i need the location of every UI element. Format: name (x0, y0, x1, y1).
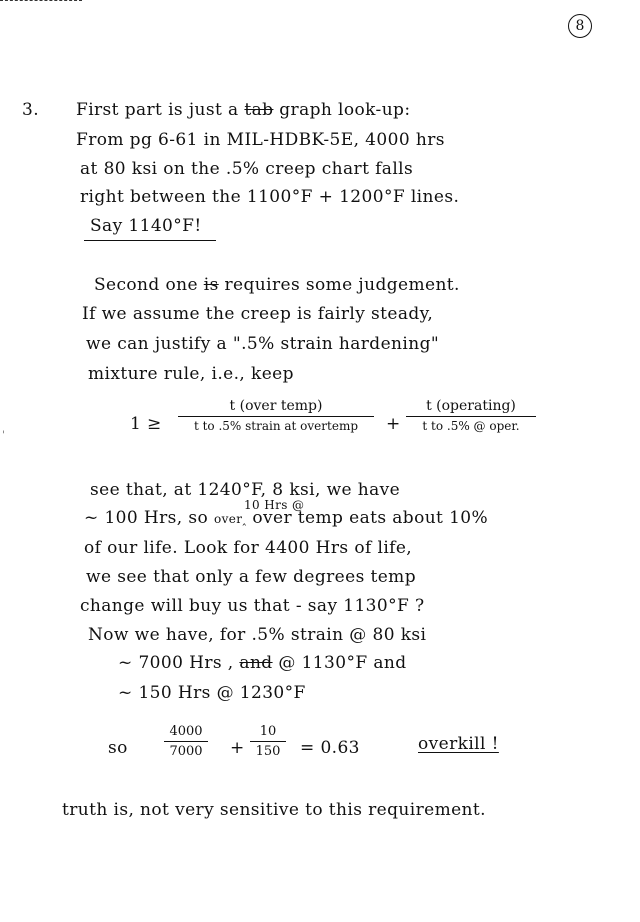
para3-line2-text-c: over temp eats about 10% (252, 508, 489, 528)
inequality-lhs: 1 ≥ (130, 414, 162, 434)
para1-line2: From pg 6-61 in MIL-HDBK-5E, 4000 hrs (76, 130, 445, 150)
para3-line6: Now we have, for .5% strain @ 80 ksi (88, 625, 427, 645)
calc-fraction-2 (250, 724, 286, 759)
inequality-fraction-operating (406, 398, 536, 433)
inequality-frac1-denominator: t to .5% strain at overtemp (193, 419, 359, 433)
inequality-frac2-numerator: t (operating) (406, 398, 536, 417)
para2-strikeout: is (203, 275, 219, 295)
para2-line2: If we assume the creep is fairly steady, (82, 304, 434, 324)
answer-underline (84, 232, 216, 241)
para3-line7-text-a: ~ 7000 Hrs , (118, 653, 240, 673)
para3-line7 (118, 653, 407, 673)
calc-result: = 0.63 (300, 738, 360, 758)
para3-line4: we see that only a few degrees temp (86, 567, 416, 587)
para2-line1-text-b: requires some judgement. (218, 275, 460, 295)
problem-number: 3. (22, 100, 40, 120)
para3-line2: ~ 100 Hrs, so over‸ over temp eats about 10% (84, 508, 489, 528)
para1-answer: Say 1140°F! (90, 216, 202, 236)
page-number: 8 (568, 14, 592, 38)
calc-frac1-numerator: 4000 (164, 724, 208, 742)
para3-line3: of our life. Look for 4400 Hrs of life, (84, 538, 413, 558)
calc-frac1-denominator: 7000 (169, 744, 203, 759)
calc-so: so (108, 738, 128, 758)
inequality-plus: + (386, 414, 401, 434)
para1-line1-text-a: First part is just a (76, 100, 245, 120)
para1-line3: at 80 ksi on the .5% creep chart falls (80, 159, 414, 179)
margin-mark: ' (2, 430, 5, 441)
para3-line7-strikeout: and (239, 653, 273, 673)
para2-line1 (94, 275, 460, 295)
inequality-fraction-overtemp (178, 398, 374, 433)
para3-line7-text-b: @ 1130°F and (272, 653, 407, 673)
para3-insert-note: 10 Hrs @ (244, 498, 305, 512)
para3-line5: change will buy us that - say 1130°F ? (80, 596, 425, 616)
para1-line1 (76, 100, 410, 120)
calc-comment: overkill ! (418, 734, 499, 754)
para1-strikeout: tab (244, 100, 274, 120)
para3-line8: ~ 150 Hrs @ 1230°F (118, 683, 306, 703)
para3-line1: see that, at 1240°F, 8 ksi, we have (90, 480, 401, 500)
closing-remark: truth is, not very sensitive to this requirement. (62, 800, 486, 820)
para3-line2-caret-word: over (213, 512, 243, 526)
inequality-frac2-denominator: t to .5% @ oper. (422, 419, 520, 433)
para2-line4: mixture rule, i.e., keep (88, 364, 294, 384)
calc-plus: + (230, 738, 245, 758)
para3-line2-text-a: ~ 100 Hrs, so (84, 508, 209, 528)
para1-line4: right between the 1100°F + 1200°F lines. (80, 187, 460, 207)
para2-line3: we can justify a ".5% strain hardening" (86, 334, 440, 354)
calc-fraction-1 (164, 724, 208, 759)
top-edge-mark (0, 0, 82, 3)
calc-frac2-numerator: 10 (250, 724, 286, 742)
para2-line1-text-a: Second one (94, 275, 204, 295)
calc-frac2-denominator: 150 (255, 744, 281, 759)
inequality-frac1-numerator: t (over temp) (178, 398, 374, 417)
para1-line1-text-b: graph look-up: (273, 100, 411, 120)
